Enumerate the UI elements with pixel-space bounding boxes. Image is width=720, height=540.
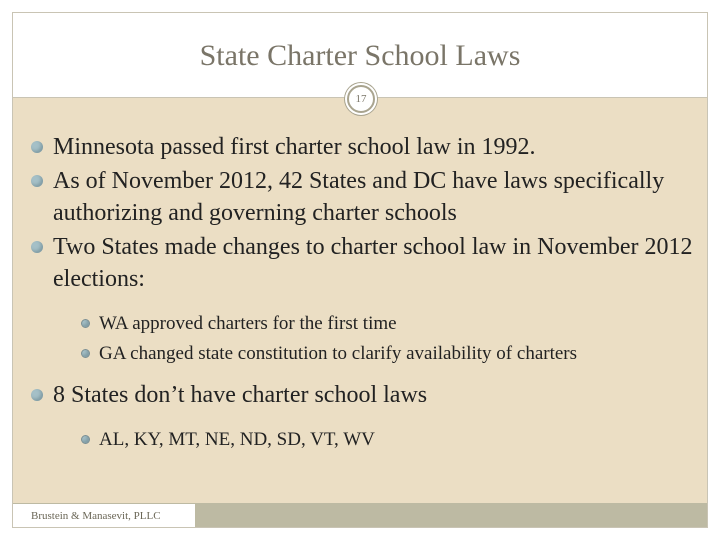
sub-bullet-text: AL, KY, MT, NE, ND, SD, VT, WV bbox=[99, 429, 375, 450]
bullet-text: As of November 2012, 42 States and DC have laws specifically authorizing and governing charter schools bbox=[53, 168, 665, 226]
bullet-item bbox=[31, 379, 701, 455]
bullet-item bbox=[31, 231, 701, 369]
slide bbox=[12, 12, 708, 528]
bullet-text: 8 States don’t have charter school laws bbox=[53, 382, 428, 408]
bullet-dot-icon bbox=[31, 389, 43, 401]
hollow-circle-icon bbox=[81, 349, 90, 358]
page-number-badge: 17 bbox=[347, 85, 375, 113]
bullet-list bbox=[31, 131, 701, 465]
bullet-item bbox=[31, 165, 701, 229]
bullet-dot-icon bbox=[31, 241, 43, 253]
bullet-dot-icon bbox=[31, 175, 43, 187]
bullet-text: Two States made changes to charter school law in November 2012 elections: bbox=[53, 234, 693, 292]
sub-bullet-text: WA approved charters for the first time bbox=[99, 313, 397, 334]
footer-band bbox=[13, 503, 707, 527]
sub-bullet-list bbox=[53, 425, 701, 455]
bullet-item bbox=[31, 131, 701, 163]
sub-bullet-list bbox=[53, 309, 701, 369]
bullet-dot-icon bbox=[31, 141, 43, 153]
sub-bullet-item bbox=[81, 339, 701, 369]
sub-bullet-item bbox=[81, 425, 701, 455]
slide-title: State Charter School Laws bbox=[199, 39, 521, 72]
sub-bullet-text: GA changed state constitution to clarify availability of charters bbox=[99, 343, 578, 364]
sub-bullet-item bbox=[81, 309, 701, 339]
hollow-circle-icon bbox=[81, 435, 90, 444]
footer-label: Brustein & Manasevit, PLLC bbox=[13, 503, 195, 527]
bullet-text: Minnesota passed first charter school law in 1992. bbox=[53, 134, 536, 160]
hollow-circle-icon bbox=[81, 319, 90, 328]
